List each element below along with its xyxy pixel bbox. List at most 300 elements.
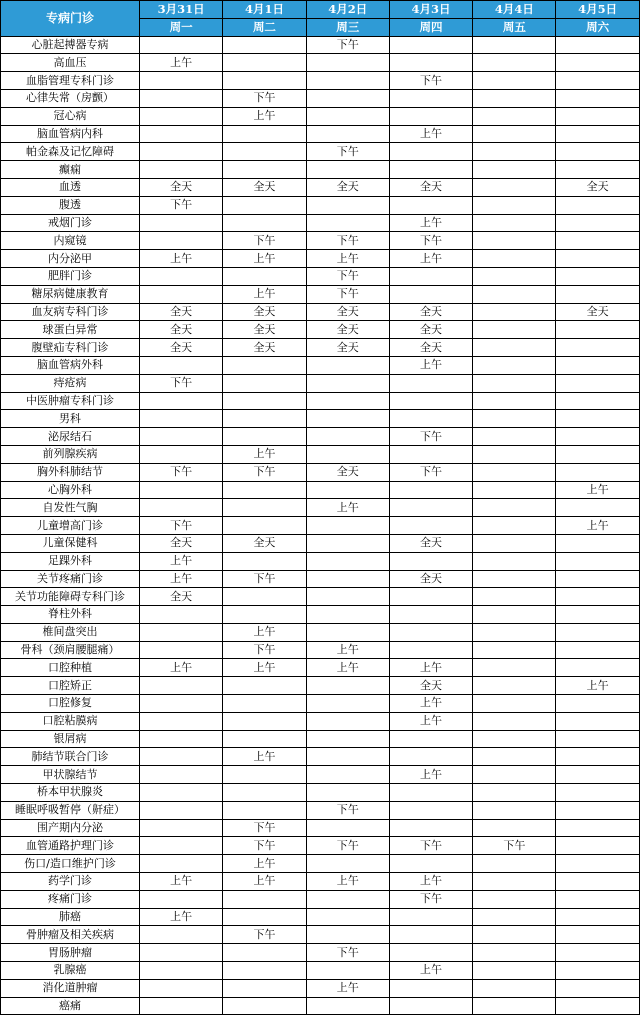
session-cell: 全天	[306, 321, 389, 339]
table-row	[1, 481, 640, 499]
session-cell	[473, 712, 556, 730]
session-cell	[306, 730, 389, 748]
clinic-name-cell: 药学门诊	[1, 873, 140, 891]
clinic-name-cell: 口腔种植	[1, 659, 140, 677]
session-cell	[306, 356, 389, 374]
session-cell	[473, 161, 556, 179]
clinic-name-cell: 桥本甲状腺炎	[1, 784, 140, 802]
table-row	[1, 178, 640, 196]
clinic-name-cell: 心律失常（房颤）	[1, 89, 140, 107]
session-cell	[556, 534, 639, 552]
clinic-name-cell: 中医肿瘤专科门诊	[1, 392, 140, 410]
table-row	[1, 623, 640, 641]
session-cell	[473, 178, 556, 196]
session-cell	[140, 606, 223, 624]
session-cell	[389, 908, 472, 926]
clinic-name-cell: 男科	[1, 410, 140, 428]
session-cell	[140, 392, 223, 410]
table-row	[1, 552, 640, 570]
session-cell	[223, 374, 306, 392]
session-cell	[140, 107, 223, 125]
table-row	[1, 534, 640, 552]
clinic-name-cell: 消化道肿瘤	[1, 979, 140, 997]
session-cell: 上午	[223, 659, 306, 677]
session-cell	[473, 410, 556, 428]
session-cell	[223, 517, 306, 535]
session-cell: 下午	[140, 517, 223, 535]
header-weekday-tue: 周二	[223, 18, 306, 36]
session-cell	[140, 695, 223, 713]
session-cell	[306, 908, 389, 926]
session-cell	[389, 445, 472, 463]
clinic-name-cell: 心胸外科	[1, 481, 140, 499]
session-cell	[140, 926, 223, 944]
session-cell	[556, 944, 639, 962]
table-row	[1, 196, 640, 214]
session-cell: 全天	[389, 570, 472, 588]
clinic-name-cell: 腹壁疝专科门诊	[1, 339, 140, 357]
table-row	[1, 873, 640, 891]
session-cell	[306, 766, 389, 784]
session-cell: 全天	[306, 463, 389, 481]
session-cell: 下午	[223, 926, 306, 944]
session-cell	[140, 214, 223, 232]
table-row	[1, 445, 640, 463]
session-cell	[473, 588, 556, 606]
session-cell	[556, 606, 639, 624]
session-cell	[556, 321, 639, 339]
table-row	[1, 72, 640, 90]
session-cell	[556, 374, 639, 392]
session-cell	[306, 855, 389, 873]
session-cell	[556, 997, 639, 1015]
clinic-name-cell: 骨肿瘤及相关疾病	[1, 926, 140, 944]
session-cell: 上午	[389, 356, 472, 374]
session-cell: 下午	[140, 463, 223, 481]
clinic-name-cell: 足踝外科	[1, 552, 140, 570]
session-cell: 下午	[389, 463, 472, 481]
session-cell	[140, 445, 223, 463]
clinic-name-cell: 儿童保健科	[1, 534, 140, 552]
clinic-name-cell: 睡眠呼吸暂停（鼾症）	[1, 801, 140, 819]
clinic-name-cell: 自发性气胸	[1, 499, 140, 517]
session-cell	[473, 766, 556, 784]
session-cell	[306, 196, 389, 214]
session-cell	[306, 997, 389, 1015]
session-cell	[473, 819, 556, 837]
session-cell	[556, 72, 639, 90]
table-row	[1, 250, 640, 268]
session-cell	[140, 161, 223, 179]
table-row	[1, 784, 640, 802]
session-cell	[473, 214, 556, 232]
header-weekday-wed: 周三	[306, 18, 389, 36]
session-cell	[473, 890, 556, 908]
session-cell	[556, 801, 639, 819]
session-cell	[556, 89, 639, 107]
session-cell	[140, 36, 223, 54]
table-row	[1, 890, 640, 908]
session-cell: 全天	[223, 534, 306, 552]
table-row	[1, 36, 640, 54]
session-cell	[556, 570, 639, 588]
table-row	[1, 107, 640, 125]
session-cell	[140, 837, 223, 855]
session-cell	[473, 196, 556, 214]
session-cell	[556, 890, 639, 908]
clinic-name-cell: 高血压	[1, 54, 140, 72]
header-date-wed: 4月2日	[306, 1, 389, 19]
session-cell	[556, 161, 639, 179]
session-cell	[556, 623, 639, 641]
session-cell	[389, 944, 472, 962]
session-cell: 上午	[140, 873, 223, 891]
session-cell	[556, 499, 639, 517]
session-cell	[140, 623, 223, 641]
session-cell	[223, 36, 306, 54]
clinic-name-cell: 伤口/造口维护门诊	[1, 855, 140, 873]
session-cell	[140, 712, 223, 730]
session-cell	[473, 695, 556, 713]
session-cell	[556, 766, 639, 784]
session-cell: 下午	[223, 819, 306, 837]
session-cell: 上午	[389, 766, 472, 784]
session-cell	[140, 819, 223, 837]
clinic-name-cell: 癫痫	[1, 161, 140, 179]
session-cell	[473, 997, 556, 1015]
session-cell	[306, 445, 389, 463]
session-cell	[223, 677, 306, 695]
session-cell	[473, 748, 556, 766]
session-cell	[389, 641, 472, 659]
session-cell	[556, 908, 639, 926]
session-cell: 下午	[306, 285, 389, 303]
header-weekday-mon: 周一	[140, 18, 223, 36]
header-date-row	[1, 1, 640, 19]
session-cell: 全天	[389, 534, 472, 552]
session-cell	[140, 766, 223, 784]
session-cell	[306, 677, 389, 695]
session-cell: 上午	[140, 570, 223, 588]
table-row	[1, 730, 640, 748]
session-cell: 上午	[389, 712, 472, 730]
session-cell: 上午	[223, 623, 306, 641]
session-cell	[306, 481, 389, 499]
clinic-name-cell: 血脂管理专科门诊	[1, 72, 140, 90]
session-cell	[223, 72, 306, 90]
table-row	[1, 89, 640, 107]
header-clinic-title: 专病门诊	[1, 1, 140, 37]
session-cell	[306, 161, 389, 179]
session-cell	[556, 410, 639, 428]
session-cell	[473, 107, 556, 125]
session-cell	[223, 552, 306, 570]
clinic-name-cell: 椎间盘突出	[1, 623, 140, 641]
session-cell	[473, 143, 556, 161]
session-cell	[306, 72, 389, 90]
session-cell	[556, 873, 639, 891]
session-cell: 下午	[306, 267, 389, 285]
session-cell	[306, 214, 389, 232]
table-row	[1, 392, 640, 410]
session-cell: 上午	[306, 641, 389, 659]
table-row	[1, 321, 640, 339]
session-cell: 全天	[140, 321, 223, 339]
session-cell: 全天	[389, 178, 472, 196]
session-cell	[473, 463, 556, 481]
table-row	[1, 303, 640, 321]
session-cell	[306, 819, 389, 837]
session-cell	[140, 410, 223, 428]
session-cell	[389, 267, 472, 285]
session-cell	[306, 748, 389, 766]
session-cell	[473, 392, 556, 410]
session-cell: 上午	[556, 677, 639, 695]
session-cell	[556, 267, 639, 285]
session-cell	[223, 979, 306, 997]
session-cell	[306, 926, 389, 944]
session-cell: 下午	[473, 837, 556, 855]
session-cell	[223, 908, 306, 926]
session-cell	[556, 445, 639, 463]
session-cell	[140, 125, 223, 143]
session-cell	[223, 143, 306, 161]
session-cell	[473, 552, 556, 570]
session-cell	[473, 339, 556, 357]
session-cell	[389, 606, 472, 624]
session-cell: 上午	[556, 481, 639, 499]
session-cell	[223, 606, 306, 624]
session-cell	[306, 962, 389, 980]
session-cell: 上午	[306, 979, 389, 997]
clinic-name-cell: 肥胖门诊	[1, 267, 140, 285]
session-cell: 上午	[389, 962, 472, 980]
session-cell	[223, 161, 306, 179]
session-cell	[140, 997, 223, 1015]
session-cell	[140, 730, 223, 748]
table-row	[1, 748, 640, 766]
session-cell: 全天	[223, 303, 306, 321]
session-cell	[306, 588, 389, 606]
table-row	[1, 428, 640, 446]
session-cell: 下午	[306, 801, 389, 819]
table-row	[1, 588, 640, 606]
table-row	[1, 232, 640, 250]
session-cell	[223, 801, 306, 819]
session-cell	[389, 196, 472, 214]
clinic-name-cell: 内窥镜	[1, 232, 140, 250]
session-cell	[473, 374, 556, 392]
session-cell: 上午	[389, 873, 472, 891]
session-cell	[473, 54, 556, 72]
session-cell	[306, 54, 389, 72]
clinic-name-cell: 口腔粘膜病	[1, 712, 140, 730]
session-cell	[556, 392, 639, 410]
session-cell	[306, 534, 389, 552]
session-cell: 上午	[556, 517, 639, 535]
header-weekday-fri: 周五	[473, 18, 556, 36]
session-cell	[223, 196, 306, 214]
session-cell: 下午	[389, 232, 472, 250]
clinic-name-cell: 球蛋白异常	[1, 321, 140, 339]
session-cell	[556, 588, 639, 606]
table-row	[1, 606, 640, 624]
session-cell	[389, 855, 472, 873]
session-cell: 上午	[389, 659, 472, 677]
schedule-header	[1, 1, 640, 37]
session-cell	[389, 161, 472, 179]
session-cell: 上午	[140, 552, 223, 570]
session-cell	[306, 392, 389, 410]
session-cell: 下午	[389, 72, 472, 90]
session-cell	[389, 748, 472, 766]
header-date-fri: 4月4日	[473, 1, 556, 19]
clinic-name-cell: 痔疮病	[1, 374, 140, 392]
session-cell: 下午	[223, 837, 306, 855]
session-cell: 下午	[306, 837, 389, 855]
session-cell	[389, 89, 472, 107]
session-cell: 上午	[389, 214, 472, 232]
session-cell	[389, 410, 472, 428]
session-cell	[140, 285, 223, 303]
session-cell	[306, 552, 389, 570]
session-cell	[306, 712, 389, 730]
session-cell	[306, 89, 389, 107]
session-cell	[223, 588, 306, 606]
session-cell	[389, 819, 472, 837]
clinic-name-cell: 脑血管病外科	[1, 356, 140, 374]
table-row	[1, 570, 640, 588]
session-cell	[473, 873, 556, 891]
table-row	[1, 766, 640, 784]
session-cell	[140, 356, 223, 374]
session-cell: 全天	[223, 339, 306, 357]
session-cell	[223, 125, 306, 143]
session-cell	[223, 962, 306, 980]
clinic-name-cell: 冠心病	[1, 107, 140, 125]
session-cell	[140, 944, 223, 962]
table-row	[1, 161, 640, 179]
clinic-name-cell: 糖尿病健康教育	[1, 285, 140, 303]
session-cell	[389, 143, 472, 161]
session-cell	[473, 36, 556, 54]
table-row	[1, 962, 640, 980]
clinic-name-cell: 口腔修复	[1, 695, 140, 713]
session-cell	[140, 143, 223, 161]
table-row	[1, 801, 640, 819]
table-row	[1, 214, 640, 232]
session-cell	[223, 695, 306, 713]
session-cell	[556, 339, 639, 357]
table-row	[1, 339, 640, 357]
session-cell	[389, 374, 472, 392]
table-row	[1, 979, 640, 997]
table-row	[1, 267, 640, 285]
session-cell	[473, 285, 556, 303]
session-cell	[140, 641, 223, 659]
header-date-thu: 4月3日	[389, 1, 472, 19]
header-weekday-thu: 周四	[389, 18, 472, 36]
session-cell	[556, 837, 639, 855]
session-cell	[389, 517, 472, 535]
session-cell: 全天	[389, 321, 472, 339]
table-row	[1, 285, 640, 303]
session-cell	[140, 72, 223, 90]
clinic-name-cell: 前列腺疾病	[1, 445, 140, 463]
table-row	[1, 54, 640, 72]
session-cell: 下午	[140, 374, 223, 392]
session-cell	[389, 926, 472, 944]
session-cell	[556, 54, 639, 72]
session-cell	[223, 730, 306, 748]
session-cell	[556, 712, 639, 730]
session-cell: 上午	[306, 659, 389, 677]
session-cell	[223, 944, 306, 962]
session-cell: 全天	[556, 303, 639, 321]
table-row	[1, 944, 640, 962]
clinic-name-cell: 血透	[1, 178, 140, 196]
session-cell	[473, 428, 556, 446]
session-cell	[389, 499, 472, 517]
session-cell	[556, 125, 639, 143]
session-cell	[473, 125, 556, 143]
session-cell: 上午	[223, 107, 306, 125]
session-cell	[473, 908, 556, 926]
session-cell	[223, 766, 306, 784]
clinic-name-cell: 血友病专科门诊	[1, 303, 140, 321]
session-cell: 下午	[223, 570, 306, 588]
session-cell: 上午	[223, 873, 306, 891]
session-cell	[556, 552, 639, 570]
clinic-name-cell: 癌痛	[1, 997, 140, 1015]
clinic-name-cell: 戒烟门诊	[1, 214, 140, 232]
session-cell: 下午	[389, 428, 472, 446]
clinic-name-cell: 甲状腺结节	[1, 766, 140, 784]
session-cell: 全天	[140, 339, 223, 357]
session-cell	[556, 428, 639, 446]
session-cell	[556, 819, 639, 837]
session-cell: 上午	[389, 250, 472, 268]
session-cell	[556, 855, 639, 873]
clinic-name-cell: 口腔矫正	[1, 677, 140, 695]
header-date-tue: 4月1日	[223, 1, 306, 19]
table-row	[1, 855, 640, 873]
session-cell	[223, 214, 306, 232]
session-cell: 上午	[223, 855, 306, 873]
session-cell	[140, 979, 223, 997]
table-row	[1, 695, 640, 713]
session-cell	[473, 801, 556, 819]
session-cell	[140, 748, 223, 766]
clinic-name-cell: 关节功能障碍专科门诊	[1, 588, 140, 606]
session-cell	[140, 677, 223, 695]
session-cell	[473, 855, 556, 873]
session-cell	[140, 499, 223, 517]
session-cell	[556, 641, 639, 659]
session-cell: 全天	[306, 303, 389, 321]
session-cell	[556, 36, 639, 54]
session-cell	[389, 36, 472, 54]
session-cell	[306, 125, 389, 143]
session-cell	[473, 445, 556, 463]
session-cell	[389, 730, 472, 748]
table-row	[1, 926, 640, 944]
session-cell	[556, 250, 639, 268]
session-cell: 上午	[140, 908, 223, 926]
session-cell	[556, 285, 639, 303]
session-cell	[389, 285, 472, 303]
clinic-name-cell: 疼痛门诊	[1, 890, 140, 908]
